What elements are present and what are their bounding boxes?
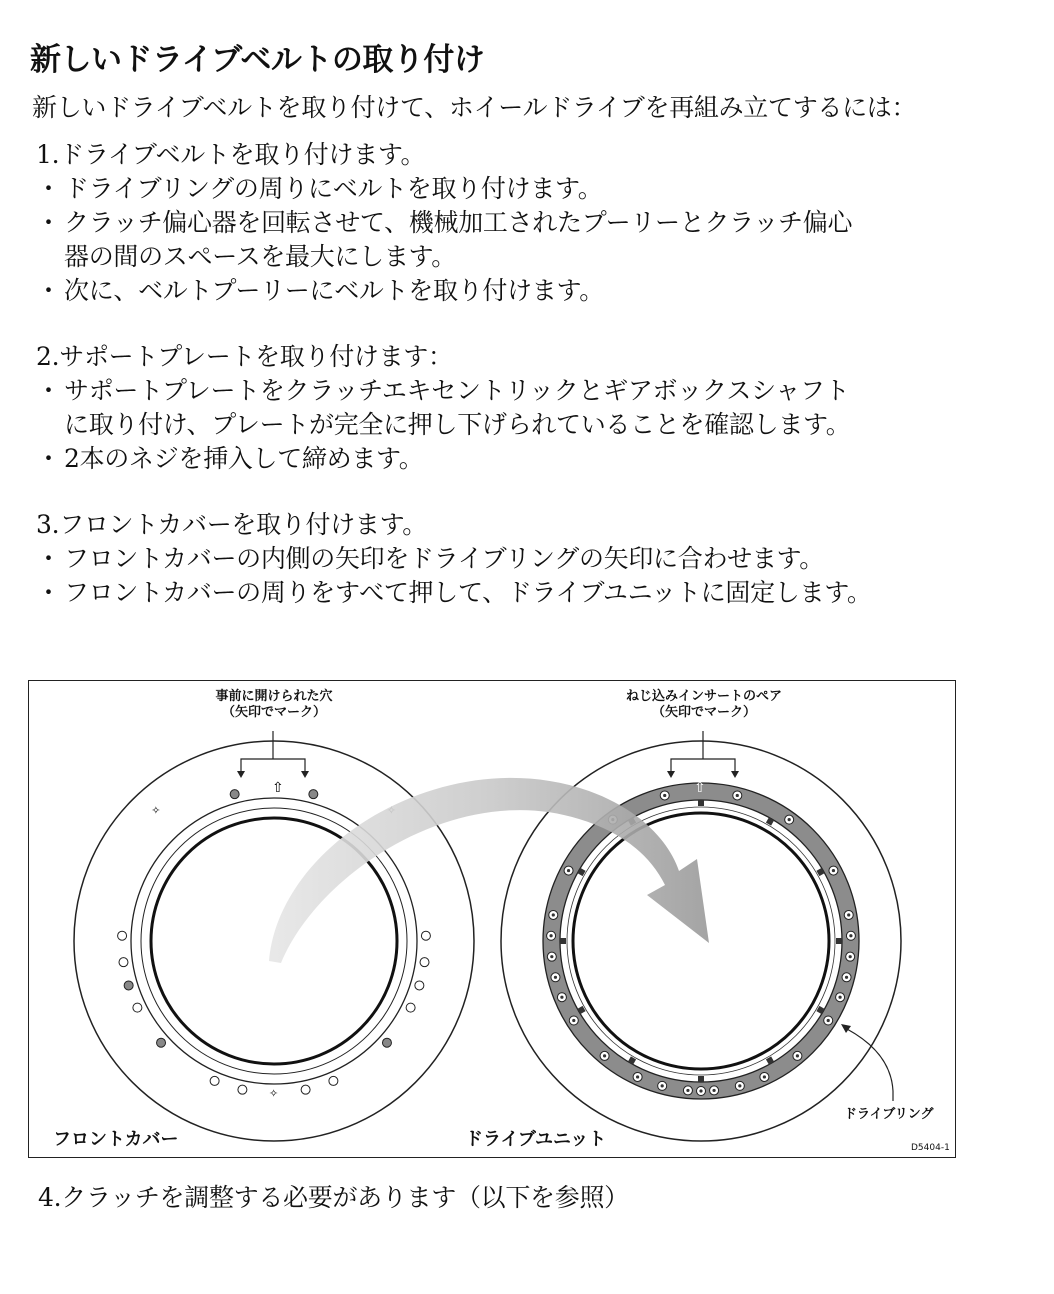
insert-center-icon [663,794,666,797]
ring-tab-icon [769,819,772,824]
ring-tab-icon [818,871,823,874]
bullet-text: 次に、ベルトプーリーにベルトを取り付けます。 [64,276,604,305]
insert-center-icon [838,996,841,999]
step-4: 4.クラッチを調整する必要があります（以下を参照） [38,1183,629,1212]
step-1 [36,138,872,308]
insert-center-icon [686,1089,689,1092]
step-3 [36,508,872,610]
hole-icon [210,1076,219,1085]
holes-label-line1: 事前に開けられた穴 [215,689,333,704]
bullet-mark: ・ [36,544,61,573]
hole-icon [329,1076,338,1085]
insert-center-icon [554,976,557,979]
marker-icon: ✧ [269,1087,279,1100]
insert-center-icon [712,1089,715,1092]
step-title: 2.サポートプレートを取り付けます： [36,342,453,371]
up-arrow-icon: ⇧ [694,780,706,796]
hole-icon [118,931,127,940]
bullet-mark: ・ [36,578,61,607]
insert-center-icon [847,913,850,916]
bullet-continuation: 器の間のスペースを最大にします。 [64,242,456,271]
holes-label-line2: （矢印でマーク） [221,705,326,720]
insert-center-icon [827,1019,830,1022]
bullet-item [36,542,872,576]
insert-center-icon [699,1089,702,1092]
ring-tab-icon [769,1058,772,1063]
bullet-text: サポートプレートをクラッチエキセントリックとギアボックスシャフト [64,376,850,405]
insert-center-icon [550,955,553,958]
insert-center-icon [796,1054,799,1057]
bullet-item [36,172,872,206]
assembly-figure [28,680,956,1158]
front-cover-caption: フロントカバー [53,1129,179,1150]
ring-tab-icon [631,1058,634,1063]
insert-center-icon [736,794,739,797]
hole-icon [406,1003,415,1012]
hole-icon [238,1085,247,1094]
step-2 [36,340,872,476]
bullet-item [36,374,872,408]
insert-center-icon [560,996,563,999]
insert-center-icon [567,869,570,872]
insert-center-icon [636,1075,639,1078]
insert-center-icon [549,934,552,937]
ring-tab-icon [818,1009,823,1012]
hole-icon [309,790,318,799]
hole-icon [421,931,430,940]
up-arrow-icon: ⇧ [272,780,284,796]
insert-center-icon [849,934,852,937]
holes-label [199,689,349,721]
bullet-item [36,274,872,308]
assembly-diagram [29,681,955,1157]
bullet-item [36,576,872,610]
insert-center-icon [763,1075,766,1078]
hole-icon [124,981,133,990]
bullet-text: ドライブリングの周りにベルトを取り付けます。 [64,174,603,203]
bullet-mark: ・ [36,444,61,473]
insert-center-icon [845,976,848,979]
hole-icon [301,1085,310,1094]
insert-center-icon [788,818,791,821]
hole-icon [133,1003,142,1012]
insert-center-icon [832,869,835,872]
ring-tab-icon [579,871,584,874]
hole-icon [420,958,429,967]
page-heading: 新しいドライブベルトの取り付け [30,42,485,78]
bullet-continuation: に取り付け、プレートが完全に押し下げられていることを確認します。 [64,410,851,439]
insert-center-icon [661,1084,664,1087]
steps-list [36,138,872,642]
bullet-mark: ・ [36,208,61,237]
hole-icon [382,1038,391,1047]
insert-center-icon [552,913,555,916]
hole-icon [119,958,128,967]
inserts-label [609,689,799,721]
step-title: 3.フロントカバーを取り付けます。 [36,510,428,539]
insert-center-icon [849,955,852,958]
bullet-text: フロントカバーの内側の矢印をドライブリングの矢印に合わせます。 [64,544,824,573]
bullet-item [36,206,872,240]
inserts-label-line1: ねじ込みインサートのペア [625,689,782,704]
marker-icon: ✧ [151,804,161,818]
bullet-item [36,442,872,476]
figure-code: D5404-1 [911,1143,950,1153]
hole-icon [157,1038,166,1047]
drive-unit-caption: ドライブユニット [465,1129,607,1150]
step-title: 1.ドライブベルトを取り付けます。 [36,140,426,169]
inserts-label-line2: （矢印でマーク） [651,705,756,720]
insert-center-icon [572,1019,575,1022]
hole-icon [415,981,424,990]
bullet-mark: ・ [36,276,61,305]
bullet-text: 2本のネジを挿入して締めます。 [64,444,424,473]
bullet-mark: ・ [36,376,61,405]
hole-icon [230,790,239,799]
bullet-text: クラッチ偏心器を回転させて、機械加工されたプーリーとクラッチ偏心 [64,208,853,237]
insert-center-icon [738,1084,741,1087]
insert-center-icon [603,1054,606,1057]
bullet-text: フロントカバーの周りをすべて押して、ドライブユニットに固定します。 [64,578,872,607]
drive-ring-label: ドライブリング [844,1107,934,1122]
intro-text: 新しいドライブベルトを取り付けて、ホイールドライブを再組み立てするには： [32,93,917,122]
bullet-mark: ・ [36,174,61,203]
ring-tab-icon [579,1009,584,1012]
